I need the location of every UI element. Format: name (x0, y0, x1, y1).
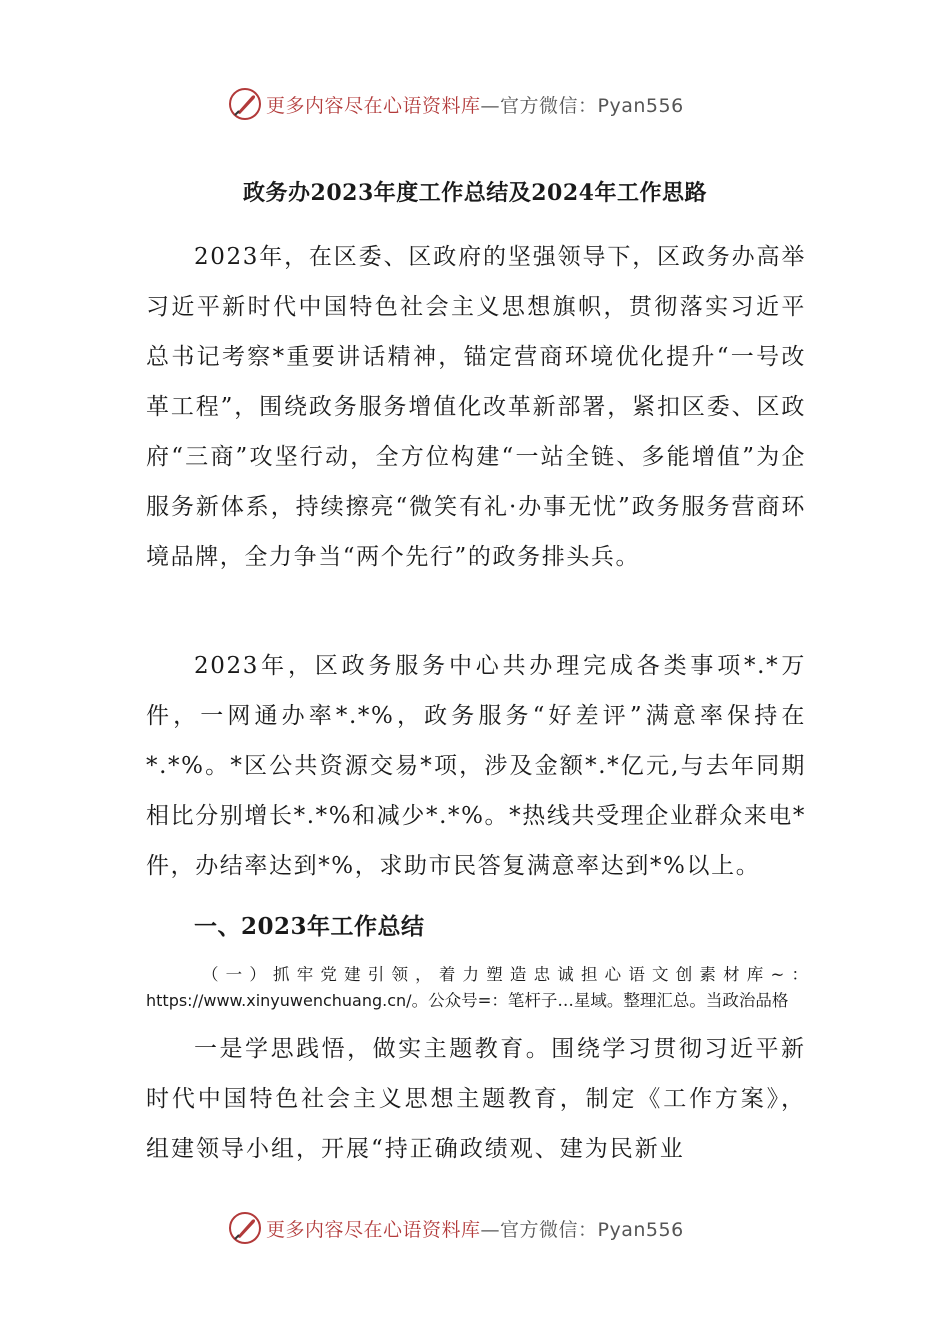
subsection-heading (146, 962, 808, 1014)
watermark-banner-bottom (228, 1208, 788, 1248)
document-title: 政务办2023年度工作总结及2024年工作思路 (243, 180, 707, 206)
intro-paragraph: 2023年，在区委、区政府的坚强领导下，区政务办高举习近平新时代中国特色社会主义思想旗帜，贯彻落实习近平总书记考察*重要讲话精神，锚定营商环境优化提升“一号改革工程”，围绕政务服务增值化改革新部署，紧扣区委、区政府“三商”攻坚行动，全方位构建“一站全链、多能增值”为企服务新体系，持续擦亮“微笑有礼·办事无忧”政务服务营商环境品牌，全力争当“两个先行”的政务排头兵。 (146, 244, 806, 570)
subheading-url: https://www.xinyuwenchuang.cn/ (146, 991, 412, 1010)
banner-wechat-id: Pyan556 (597, 94, 684, 117)
quill-pen-icon (228, 87, 262, 121)
banner-wechat-id: Pyan556 (597, 1218, 684, 1241)
section-heading: 一、2023年工作总结 (194, 913, 425, 940)
banner-brand: 更多内容尽在心语资料库 (266, 1218, 481, 1241)
banner-separator: — (480, 1218, 501, 1241)
banner-wechat-label: 官方微信： (500, 1218, 598, 1241)
subheading-text-before: （一）抓牢党建引领，着力塑造忠诚担心语文创素材库~： (202, 965, 808, 984)
banner-separator: — (480, 94, 501, 117)
study-paragraph: 一是学思践悟，做实主题教育。围绕学习贯彻习近平新时代中国特色社会主义思想主题教育，制定《工作方案》，组建领导小组，开展“持正确政绩观、建为民新业 (146, 1036, 806, 1162)
watermark-banner-top (228, 84, 788, 124)
quill-pen-icon (228, 1211, 262, 1245)
banner-wechat-label: 官方微信： (500, 94, 598, 117)
statistics-paragraph: 2023年，区政务服务中心共办理完成各类事项*.*万件，一网通办率*.*%，政务服务“好差评”满意率保持在*.*%。*区公共资源交易*项，涉及金额*.*亿元,与去年同期相比分别增长*.*%和减少*.*%。*热线共受理企业群众来电*件，办结率达到*%，求助市民答复满意率达到*%以上。 (146, 653, 806, 879)
banner-brand: 更多内容尽在心语资料库 (266, 94, 481, 117)
subheading-text-after: 。公众号=：笔杆子…星域。整理汇总。当政治品格 (411, 991, 789, 1010)
